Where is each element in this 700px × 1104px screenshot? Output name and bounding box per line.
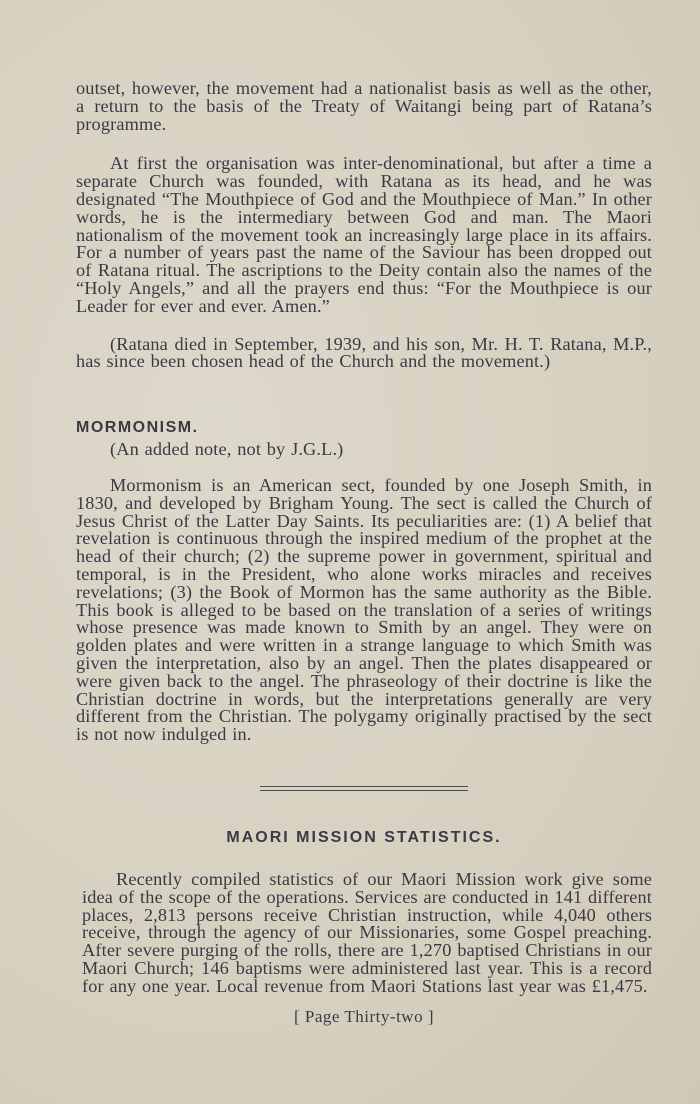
- added-note: (An added note, not by J.G.L.): [110, 439, 344, 460]
- section-heading-statistics: MAORI MISSION STATISTICS.: [226, 828, 502, 846]
- paragraph-intro: outset, however, the movement had a nationalist basis as well as the other, a return to the basis of the Treaty of Waitangi being part of Ratana’s programme.: [76, 78, 652, 134]
- paragraph-mormonism: Mormonism is an American sect, founded by one Joseph Smith, in 1830, and developed by Brigham Young. The sect is called the Church of Jesus Christ of the Latter Day Saints. Its peculiarities are: (1) A belief that revelation is continuous through the inspired medium of the prophet at the head of their church; (2) the supreme power in government, spiritual and temporal, is in the President, who alone works miracles and receives revelations; (3) the Book of Mormon has the same authority as the Bible. This book is alleged to be based on the translation of a series of writings whose presence was made known to Smith by an angel. They were on golden plates and were written in a strange language to which Smith was given the interpretation, also by an angel. Then the plates disappeared or were given back to the angel. The phraseology of their doctrine is like the Christian doctrine in words, but the interpretations generally are very different from the Christian. The polygamy originally practised by the sect is not now indulged in.: [76, 474, 652, 745]
- page-number: [ Page Thirty-two ]: [294, 1007, 434, 1027]
- paragraph-statistics: Recently compiled statistics of our Maori Mission work give some idea of the scope of the operations. Services are conducted in 141 different places, 2,813 persons receive Christian instruction, while 4,040 others receive, through the agency of our Missionaries, some Gospel preaching. After severe purging of the rolls, there are 1,270 baptised Christians in our Maori Church; 146 baptisms were administered last year. This is a record for any one year. Local revenue from Maori Stations last year was £1,475.: [82, 868, 652, 996]
- section-heading-mormonism: MORMONISM.: [76, 419, 199, 437]
- paragraph-ratana-note: (Ratana died in September, 1939, and his son, Mr. H. T. Ratana, M.P., has since been chosen head of the Church and the movement.): [76, 333, 652, 372]
- paragraph-organisation: At first the organisation was inter-denominational, but after a time a separate Church was founded, with Ratana as its head, and he was designated “The Mouthpiece of God and the Mouthpiece of Man.” In other words, he is the intermediary between God and man. The Maori nationalism of the movement took an increasingly large place in its affairs. For a number of years past the name of the Saviour has been dropped out of Ratana ritual. The ascriptions to the Deity contain also the names of the “Holy Angels,” and all the prayers end thus: “For the Mouthpiece is our Leader for ever and ever. Amen.”: [76, 153, 652, 316]
- section-divider: [260, 786, 468, 791]
